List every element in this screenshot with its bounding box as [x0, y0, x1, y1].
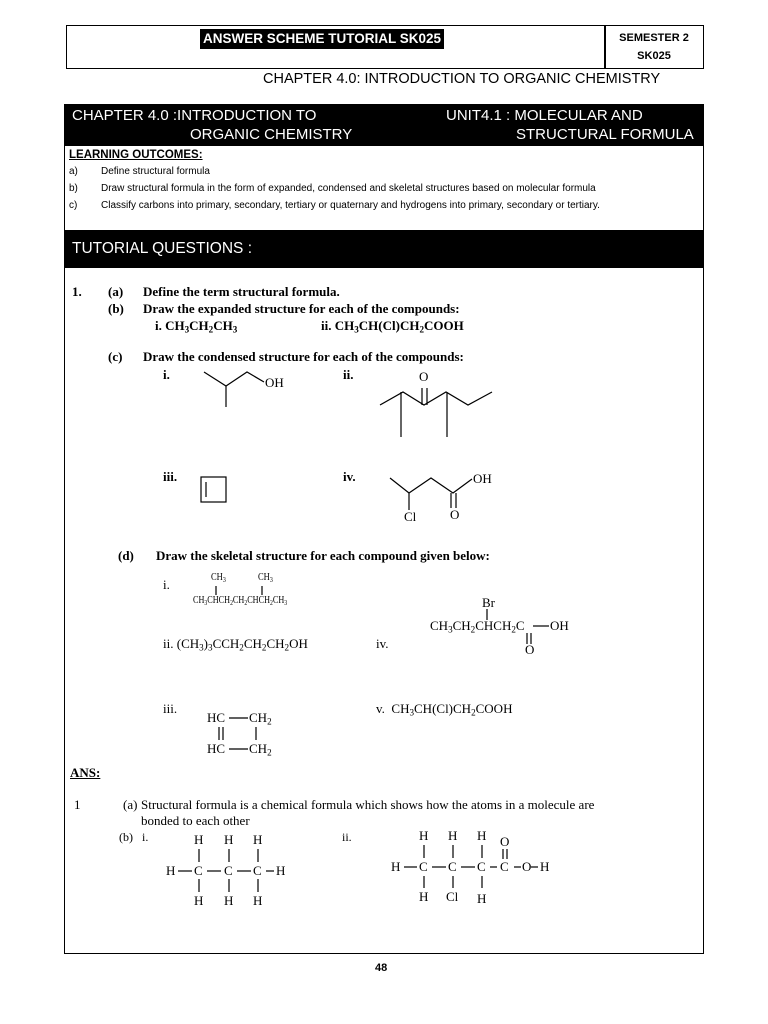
ans-bii-h-bottom-1: H	[419, 889, 429, 904]
q1c-i-label: i.	[163, 367, 170, 382]
q1d-iii-bottom-right: $CH_2$	[249, 741, 272, 758]
q1b-label: (b)	[108, 301, 124, 316]
ans-bii-carbonyl-oxygen: O	[500, 834, 510, 849]
q1b-text: Draw the expanded structure for each of the compounds:	[143, 301, 460, 316]
q1c-ii-label: ii.	[343, 367, 354, 382]
semester-label: SEMESTER 2	[619, 32, 689, 44]
q1d-i-label: i.	[163, 577, 170, 592]
answers-title: ANS:	[70, 765, 101, 780]
q1d-label: (d)	[118, 548, 134, 563]
q1d-iv-bromine: Br	[482, 595, 495, 610]
q1d-iii-top-left: HC	[207, 710, 226, 725]
q1a-label: (a)	[108, 284, 124, 299]
q1b-i-label: i.	[155, 318, 162, 333]
q1c-iv-chlorine: Cl	[404, 509, 417, 524]
lo-letter-b: b)	[69, 183, 78, 194]
ans-bii-h-top-1: H	[419, 828, 429, 843]
lo-letter-c: c)	[69, 200, 78, 211]
answer-b-ii-label: ii.	[342, 830, 352, 844]
banner-unit-line2: STRUCTURAL FORMULA	[516, 126, 694, 143]
ans-bi-h-bottom-3: H	[253, 893, 263, 908]
ans-bii-chlorine: Cl	[446, 889, 459, 904]
question-number: 1.	[72, 284, 82, 299]
answer-b-label: (b)	[119, 830, 133, 844]
chapter-heading: CHAPTER 4.0: INTRODUCTION TO ORGANIC CHEMISTRY	[263, 71, 661, 87]
answer-a-line2: bonded to each other	[141, 813, 250, 828]
q1c-iv-carbonyl-oxygen: O	[450, 507, 460, 522]
ans-bi-h-bottom-1: H	[194, 893, 204, 908]
q1c-i-hydroxyl: OH	[265, 375, 284, 390]
ans-bii-c-2: C	[448, 859, 457, 874]
ans-bii-h-top-3: H	[477, 828, 487, 843]
ans-bii-hydroxyl-oxygen: O	[522, 859, 532, 874]
lo-text-b: Draw structural formula in the form of expanded, condensed and skeletal structures based on molecular formula	[101, 183, 596, 194]
q1d-iv-formula: $CH_3CH_2CHCH_2C$	[430, 618, 525, 635]
q1a-text: Define the term structural formula.	[143, 284, 340, 299]
ans-bii-c-1: C	[419, 859, 428, 874]
q1c-iv-hydroxyl: OH	[473, 471, 492, 486]
answer-a-line1: Structural formula is a chemical formula which shows how the atoms in a molecule are	[141, 797, 595, 812]
ans-bii-h-top-2: H	[448, 828, 458, 843]
q1d-text: Draw the skeletal structure for each compound given below:	[156, 548, 490, 563]
q1d-iv-label: iv.	[376, 636, 389, 651]
ans-bi-h-top-3: H	[253, 832, 263, 847]
q1d-iii-label: iii.	[163, 701, 178, 716]
q1b-formula-ii: ii. $CH_3CH(Cl)CH_2COOH$	[321, 318, 464, 335]
ans-bii-h-left: H	[391, 859, 401, 874]
q1d-iv-carbonyl-oxygen: O	[525, 642, 535, 657]
page-number: 48	[375, 962, 388, 974]
learning-outcomes-title: LEARNING OUTCOMES:	[69, 149, 203, 161]
q1d-i-formula: $CH_3CHCH_2CH_2CHCH_2CH_3$	[193, 595, 288, 607]
ans-bi-h-left: H	[166, 863, 176, 878]
lo-text-a: Define structural formula	[101, 166, 210, 177]
q1c-label: (c)	[108, 349, 123, 364]
ans-bi-h-top-1: H	[194, 832, 204, 847]
banner-chapter-line2: ORGANIC CHEMISTRY	[190, 126, 353, 143]
banner-unit-line1: UNIT4.1 : MOLECULAR AND	[446, 107, 643, 124]
lo-text-c: Classify carbons into primary, secondary, tertiary or quaternary and hydrogens into primary, secondary or tertiary.	[101, 200, 600, 211]
q1c-iii-label: iii.	[163, 469, 178, 484]
q1d-iii-bottom-left: HC	[207, 741, 226, 756]
ans-bi-h-right: H	[276, 863, 286, 878]
q1b-ii-label: ii.	[321, 318, 332, 333]
document-title: ANSWER SCHEME TUTORIAL SK025	[200, 29, 444, 49]
ans-bi-c-3: C	[253, 863, 262, 878]
q1d-v-formula: v. $CH_3CH(Cl)CH_2COOH$	[376, 701, 513, 718]
ans-bii-h-bottom-3: H	[477, 891, 487, 906]
course-code: SK025	[637, 50, 671, 62]
ans-bii-c-4: C	[500, 859, 509, 874]
q1d-i-methyl-2: $CH_3$	[258, 572, 273, 584]
q1d-v-label: v.	[376, 701, 385, 716]
banner-chapter-line1: CHAPTER 4.0 :INTRODUCTION TO	[72, 107, 317, 124]
q1b-formula-i: i. $CH_3CH_2CH_3$	[155, 318, 238, 335]
q1c-ii-carbonyl-oxygen: O	[419, 369, 429, 384]
answer-number: 1	[74, 797, 81, 812]
ans-bi-h-top-2: H	[224, 832, 234, 847]
answer-a-label: (a)	[123, 797, 138, 812]
q1c-text: Draw the condensed structure for each of the compounds:	[143, 349, 464, 364]
q1d-iii-top-right: $CH_2$	[249, 710, 272, 727]
answer-b-i-label: i.	[142, 830, 149, 844]
q1d-ii-label: ii.	[163, 636, 174, 651]
q1d-iv-hydroxyl: OH	[550, 618, 569, 633]
ans-bii-hydroxyl-hydrogen: H	[540, 859, 550, 874]
ans-bi-c-1: C	[194, 863, 203, 878]
ans-bi-c-2: C	[224, 863, 233, 878]
q1c-iv-label: iv.	[343, 469, 356, 484]
q1d-i-methyl-1: $CH_3$	[211, 572, 226, 584]
ans-bii-c-3: C	[477, 859, 486, 874]
lo-letter-a: a)	[69, 166, 78, 177]
ans-bi-h-bottom-2: H	[224, 893, 234, 908]
tutorial-questions-banner: TUTORIAL QUESTIONS :	[64, 230, 704, 268]
q1d-ii-formula: ii. $(CH_3)_3CCH_2CH_2CH_2OH$	[163, 636, 308, 653]
